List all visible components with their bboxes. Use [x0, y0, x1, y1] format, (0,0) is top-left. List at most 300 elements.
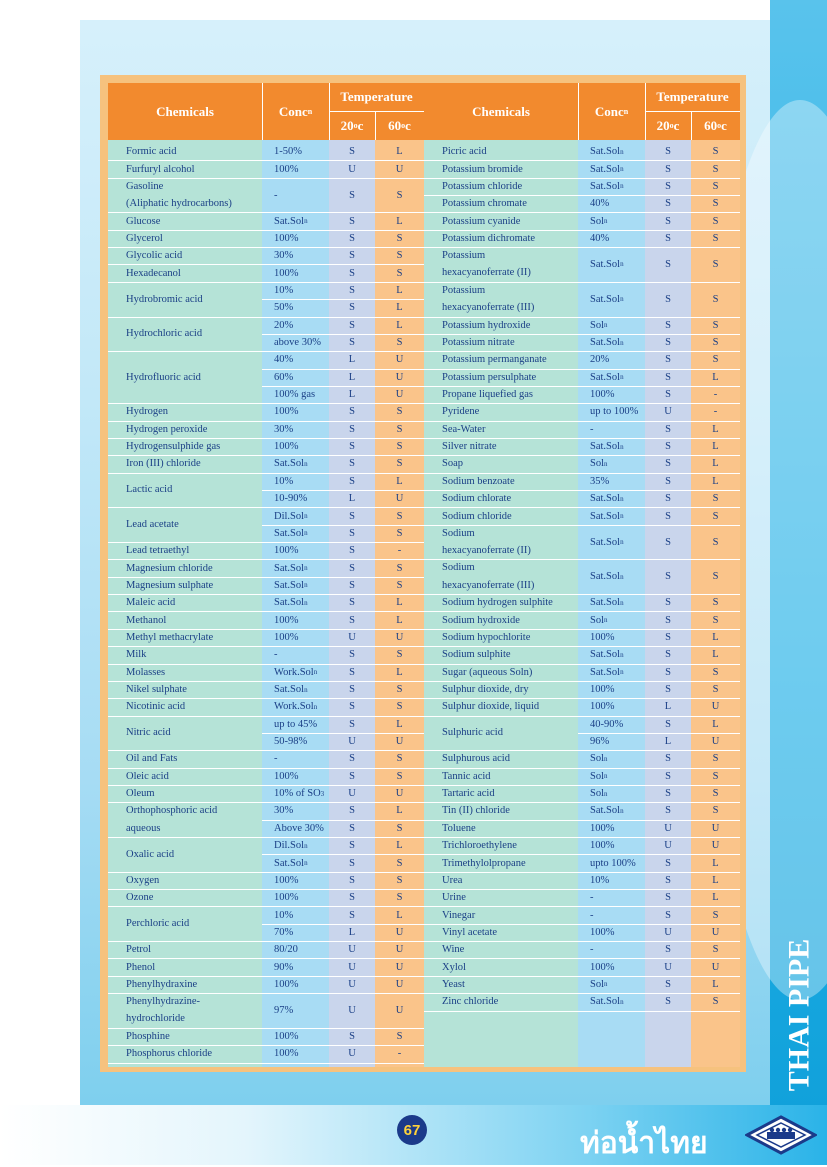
table-row: [108, 403, 424, 420]
chemical-name-line: Petrol: [126, 944, 152, 956]
resistance-20c: S: [349, 475, 355, 487]
resistance-20c: S: [665, 944, 671, 956]
concentration: Sat.Sol n: [590, 258, 624, 270]
concentration: Above 30%: [274, 822, 324, 834]
resistance-60c: L: [712, 371, 719, 383]
table-row: [108, 976, 424, 993]
right-header-chemicals: Chemicals: [472, 103, 530, 119]
chemical-name-line: Propane liquefied gas: [442, 389, 533, 401]
chemical-name: [108, 438, 262, 455]
resistance-20c: S: [349, 597, 355, 609]
resistance-20c: S: [665, 258, 671, 270]
resistance-60c: S: [712, 319, 719, 331]
resistance-60c: S: [712, 753, 719, 765]
concentration: 100%: [590, 961, 615, 973]
table-row: [424, 369, 740, 386]
chemical-name-line: Sulphurous acid: [442, 753, 510, 765]
concentration: Dil.Sol n: [274, 510, 308, 522]
chemical-name-line: Sulphur dioxide, dry: [442, 684, 529, 696]
resistance-20c: U: [664, 961, 672, 973]
resistance-60c: S: [396, 649, 403, 661]
resistance-60c: S: [712, 996, 719, 1008]
chemical-name-line: Phenylhydraxine: [126, 978, 198, 990]
chemical-name-line: Sodium chlorate: [442, 493, 512, 505]
resistance-20c: S: [349, 545, 355, 557]
chemical-name: [424, 768, 578, 785]
chemical-name-line: Lead acetate: [126, 519, 179, 531]
table-row: [108, 646, 424, 663]
resistance-60c: S: [712, 163, 719, 175]
chemical-name-line: Magnesium sulphate: [126, 579, 214, 591]
chemical-name: [108, 542, 262, 559]
table-row: [424, 611, 740, 628]
resistance-60c: U: [395, 978, 404, 990]
resistance-20c: S: [349, 337, 355, 349]
chemical-name: [424, 629, 578, 646]
table-row: [424, 698, 740, 715]
concentration: -: [590, 423, 594, 435]
concentration: 96%: [590, 736, 610, 748]
chemical-name: [108, 906, 262, 941]
resistance-20c: S: [349, 267, 355, 279]
chemical-name: [424, 247, 578, 282]
chemical-name: [424, 664, 578, 681]
resistance-20c: S: [349, 857, 355, 869]
table-row: [108, 264, 424, 281]
chemical-name: [108, 611, 262, 628]
concentration: 10-90%: [274, 493, 308, 505]
chemical-name: [424, 594, 578, 611]
resistance-20c: S: [665, 371, 671, 383]
concentration: 100%: [590, 926, 615, 938]
concentration: -: [274, 189, 278, 201]
chemical-name: [108, 455, 262, 472]
table-row: [424, 768, 740, 785]
concentration: Sat.Sol n: [590, 337, 624, 349]
resistance-60c: S: [712, 146, 719, 158]
chemical-name: [108, 1045, 262, 1062]
right-header-60c: 60 o c: [704, 117, 727, 133]
table-row: [424, 525, 740, 560]
concentration: -: [590, 892, 594, 904]
resistance-60c: S: [396, 267, 403, 279]
resistance-20c: S: [349, 770, 355, 782]
concentration: 100%: [274, 232, 299, 244]
chemical-name-line: Glucose: [126, 215, 161, 227]
resistance-20c: S: [665, 666, 671, 678]
chemical-name: [108, 403, 262, 420]
table-row: [108, 577, 424, 594]
concentration: -: [590, 944, 594, 956]
chemical-name: [424, 525, 578, 560]
concentration: 10% of SO 3: [274, 788, 325, 800]
resistance-60c: S: [396, 701, 403, 713]
concentration: Sol n: [590, 770, 608, 782]
chemical-name-line: Nikel sulphate: [126, 684, 187, 696]
resistance-60c: U: [395, 163, 404, 175]
table-row: [424, 958, 740, 975]
concentration: Sat.Sol n: [274, 597, 308, 609]
resistance-60c: L: [396, 718, 403, 730]
sub-row-divider: [578, 733, 740, 734]
table-row: [424, 872, 740, 889]
right-header-20c: 20 o c: [656, 117, 680, 133]
concentration: 50%: [274, 302, 294, 314]
resistance-60c: U: [711, 840, 720, 852]
table-row: [108, 143, 424, 160]
chemical-name: [424, 716, 578, 751]
chemical-name: [108, 473, 262, 508]
resistance-20c: L: [348, 926, 356, 938]
chemical-name-line: Sugar (aqueous Soln): [442, 666, 533, 678]
resistance-60c: -: [397, 1048, 402, 1060]
concentration: 100%: [274, 631, 299, 643]
sub-row-divider: [262, 334, 424, 335]
chemical-name-line: Hydrobromic acid: [126, 293, 203, 305]
chemical-name-line: Toluene: [442, 822, 476, 834]
left-table-header: [108, 83, 424, 140]
table-row: [424, 629, 740, 646]
resistance-20c: S: [349, 423, 355, 435]
resistance-20c: L: [664, 701, 672, 713]
chemical-name: [424, 993, 578, 1010]
chemical-name-line: Milk: [126, 649, 147, 661]
chemical-name-line: Ozone: [126, 892, 154, 904]
chemical-name: [424, 212, 578, 229]
table-row: [108, 421, 424, 438]
resistance-20c: U: [348, 631, 356, 643]
chemical-name-line: Oil and Fats: [126, 753, 178, 765]
resistance-20c: S: [665, 293, 671, 305]
resistance-20c: S: [349, 909, 355, 921]
table-row: [424, 976, 740, 993]
table-row: [424, 195, 740, 212]
table-row: [108, 1045, 424, 1062]
chemical-name-line: Oleum: [126, 788, 155, 800]
chemical-name-line: Iron (III) chloride: [126, 458, 201, 470]
chemical-name: [108, 629, 262, 646]
resistance-60c: S: [712, 180, 719, 192]
concentration: 60%: [274, 371, 294, 383]
resistance-60c: S: [396, 250, 403, 262]
concentration: Work.Sol n: [274, 701, 318, 713]
table-row: [108, 438, 424, 455]
resistance-20c: L: [348, 354, 356, 366]
chemical-name: [424, 160, 578, 177]
right-table-header: [424, 83, 740, 140]
chemical-name: [108, 351, 262, 403]
resistance-20c: S: [349, 579, 355, 591]
chemical-name-line: Potassium bromide: [442, 163, 523, 175]
resistance-60c: S: [712, 770, 719, 782]
resistance-20c: S: [665, 571, 671, 583]
chemical-name: [424, 976, 578, 993]
concentration: Sat.Sol n: [274, 215, 308, 227]
table-row: [424, 716, 740, 751]
concentration: Sat.Sol n: [590, 441, 624, 453]
resistance-20c: S: [665, 978, 671, 990]
table-row: [108, 473, 424, 508]
chemical-name: [424, 837, 578, 854]
table-row: [108, 594, 424, 611]
resistance-60c: S: [396, 337, 403, 349]
chemical-name: [424, 282, 578, 317]
resistance-60c: S: [712, 232, 719, 244]
chemical-name-line: Potassium: [442, 284, 486, 296]
resistance-60c: S: [712, 909, 719, 921]
chemical-name-line: Trimethylolpropane: [442, 857, 526, 869]
concentration: up to 100%: [590, 406, 639, 418]
resistance-60c: L: [396, 215, 403, 227]
chemical-name: [424, 351, 578, 368]
table-row: [108, 889, 424, 906]
resistance-60c: S: [712, 614, 719, 626]
chemical-name-line: Phosphine: [126, 1031, 170, 1043]
chemical-name-line: Sulphuric acid: [442, 727, 503, 739]
table-row: [108, 178, 424, 213]
resistance-60c: U: [395, 961, 404, 973]
resistance-20c: S: [665, 319, 671, 331]
resistance-20c: S: [665, 458, 671, 470]
chemical-name: [424, 438, 578, 455]
sub-row-divider: [262, 369, 424, 370]
resistance-20c: S: [349, 614, 355, 626]
resistance-60c: S: [712, 354, 719, 366]
concentration: 20%: [590, 354, 610, 366]
concentration: Sat.Sol n: [274, 458, 308, 470]
concentration: Sat.Sol n: [590, 371, 624, 383]
resistance-20c: S: [665, 788, 671, 800]
resistance-20c: S: [349, 284, 355, 296]
concentration: 35%: [590, 475, 610, 487]
table-row: [108, 542, 424, 559]
resistance-20c: S: [349, 562, 355, 574]
chemical-name-line: Nicotinic acid: [126, 701, 186, 713]
sub-row-divider: [262, 386, 424, 387]
table-row: [108, 785, 424, 802]
table-row: [108, 351, 424, 403]
concentration: Sat.Sol n: [274, 857, 308, 869]
resistance-20c: S: [349, 701, 355, 713]
chemical-name: [108, 421, 262, 438]
chemical-name: [424, 872, 578, 889]
chemical-name-line: Lead tetraethyl: [126, 545, 190, 557]
resistance-60c: S: [396, 857, 403, 869]
concentration: 40%: [590, 232, 610, 244]
concentration: 100%: [590, 684, 615, 696]
chemical-name-line: Maleic acid: [126, 597, 176, 609]
chemical-name-line: Urea: [442, 874, 463, 886]
table-row: [424, 455, 740, 472]
table-row: [108, 698, 424, 715]
chemical-name-line: Tartaric acid: [442, 788, 495, 800]
table-row: [108, 629, 424, 646]
chemical-name-line: Urine: [442, 892, 466, 904]
table-row: [424, 559, 740, 594]
chemical-name: [108, 976, 262, 993]
concentration: 100%: [590, 631, 615, 643]
resistance-20c: S: [349, 892, 355, 904]
table-row: [108, 906, 424, 941]
concentration: Sat.Sol n: [590, 163, 624, 175]
resistance-20c: S: [665, 597, 671, 609]
chemical-name-line: Phenol: [126, 961, 156, 973]
chemical-name-line: Oleic acid: [126, 770, 169, 782]
chemical-name-line: hexacyanoferrate (III): [442, 302, 535, 314]
resistance-60c: S: [396, 874, 403, 886]
chemical-name-line: Tannic acid: [442, 770, 491, 782]
chemical-name-line: Potassium chromate: [442, 198, 527, 210]
resistance-60c: L: [712, 874, 719, 886]
resistance-60c: U: [711, 926, 720, 938]
table-row: [424, 247, 740, 282]
chemical-name-line: Sea-Water: [442, 423, 486, 435]
table-row: [424, 906, 740, 923]
resistance-60c: U: [395, 788, 404, 800]
resistance-60c: L: [396, 475, 403, 487]
right-header-divider: [578, 83, 579, 140]
concentration: 90%: [274, 961, 294, 973]
table-row: [424, 820, 740, 837]
concentration: Sat.Sol n: [590, 571, 624, 583]
chemical-name-line: Vinyl acetate: [442, 926, 498, 938]
concentration: Sat.Sol n: [590, 510, 624, 522]
concentration: 10%: [590, 874, 610, 886]
resistance-60c: S: [396, 753, 403, 765]
resistance-60c: S: [396, 579, 403, 591]
chemical-name-line: Nitric acid: [126, 727, 171, 739]
resistance-20c: S: [665, 198, 671, 210]
resistance-60c: S: [712, 684, 719, 696]
concentration: Sat.Sol n: [590, 805, 624, 817]
chemical-name: [424, 317, 578, 334]
chemical-name: [108, 143, 262, 160]
resistance-60c: S: [712, 293, 719, 305]
chemical-name: [424, 854, 578, 871]
table-row: [108, 212, 424, 229]
chemical-name-line: Wine: [442, 944, 465, 956]
table-row: [108, 317, 424, 352]
resistance-60c: -: [713, 389, 718, 401]
chemical-name: [108, 282, 262, 317]
concentration: 30%: [274, 805, 294, 817]
concentration: 100%: [274, 978, 299, 990]
chemical-name: [108, 785, 262, 802]
concentration: 100%: [274, 406, 299, 418]
right-header-divider: [645, 111, 740, 112]
resistance-20c: S: [665, 215, 671, 227]
page-number: 67: [397, 1115, 427, 1145]
resistance-20c: S: [665, 389, 671, 401]
resistance-20c: U: [664, 840, 672, 852]
sub-row-divider: [262, 820, 424, 821]
resistance-20c: S: [349, 822, 355, 834]
chemical-name: [108, 750, 262, 767]
resistance-20c: S: [349, 189, 355, 201]
sub-row-divider: [262, 525, 424, 526]
chemical-name-line: Soap: [442, 458, 463, 470]
resistance-60c: L: [712, 978, 719, 990]
resistance-60c: -: [397, 545, 402, 557]
chemical-name-line: Sodium: [442, 527, 475, 539]
resistance-20c: S: [349, 302, 355, 314]
chemical-name-line: Glycerol: [126, 232, 163, 244]
resistance-60c: L: [712, 458, 719, 470]
resistance-20c: S: [349, 527, 355, 539]
resistance-20c: S: [665, 536, 671, 548]
table-row: [108, 958, 424, 975]
table-row: [108, 230, 424, 247]
resistance-60c: L: [712, 892, 719, 904]
chemical-name: [108, 993, 262, 1028]
chemical-name: [424, 958, 578, 975]
resistance-20c: S: [665, 857, 671, 869]
chemical-name: [108, 230, 262, 247]
table-row: [108, 282, 424, 317]
table-row: [108, 664, 424, 681]
resistance-20c: S: [665, 770, 671, 782]
resistance-60c: S: [712, 536, 719, 548]
chemical-name: [424, 698, 578, 715]
chemical-name-line: Xylol: [442, 961, 466, 973]
resistance-60c: L: [712, 441, 719, 453]
chemical-name: [108, 698, 262, 715]
resistance-60c: L: [712, 475, 719, 487]
right-header-divider: [691, 111, 692, 140]
resistance-20c: S: [349, 458, 355, 470]
chemical-name: [108, 178, 262, 213]
resistance-20c: S: [665, 753, 671, 765]
concentration: up to 45%: [274, 718, 318, 730]
resistance-20c: S: [349, 319, 355, 331]
resistance-60c: L: [396, 840, 403, 852]
chemical-name-line: Hydrofluoric acid: [126, 371, 201, 383]
chemical-name-line: Tin (II) chloride: [442, 805, 510, 817]
chemical-name-line: Potassium: [442, 250, 486, 262]
chemical-name: [424, 611, 578, 628]
chemical-name-line: Lactic acid: [126, 484, 173, 496]
chemical-name-line: Hydrochloric acid: [126, 328, 203, 340]
chemical-name-line: Phosphorus chloride: [126, 1048, 213, 1060]
resistance-20c: S: [349, 146, 355, 158]
chemical-name: [108, 559, 262, 576]
chemical-name: [424, 559, 578, 594]
resistance-20c: S: [349, 684, 355, 696]
concentration: Sol n: [590, 458, 608, 470]
resistance-20c: S: [349, 250, 355, 262]
table-row: [108, 160, 424, 177]
resistance-20c: S: [349, 215, 355, 227]
concentration: Sol n: [590, 614, 608, 626]
table-row: [108, 455, 424, 472]
chemical-name: [108, 664, 262, 681]
sub-row-divider: [262, 490, 424, 491]
resistance-60c: S: [396, 458, 403, 470]
resistance-20c: L: [664, 736, 672, 748]
chemical-name: [108, 837, 262, 872]
concentration: 30%: [274, 423, 294, 435]
resistance-20c: S: [349, 666, 355, 678]
chemical-name: [108, 958, 262, 975]
chemical-name: [108, 507, 262, 542]
resistance-60c: U: [395, 371, 404, 383]
chemical-name: [108, 317, 262, 352]
resistance-60c: S: [712, 944, 719, 956]
resistance-20c: S: [665, 614, 671, 626]
concentration: 100%: [274, 441, 299, 453]
concentration: Sol n: [590, 753, 608, 765]
right-header-temperature: Temperature: [656, 89, 729, 104]
